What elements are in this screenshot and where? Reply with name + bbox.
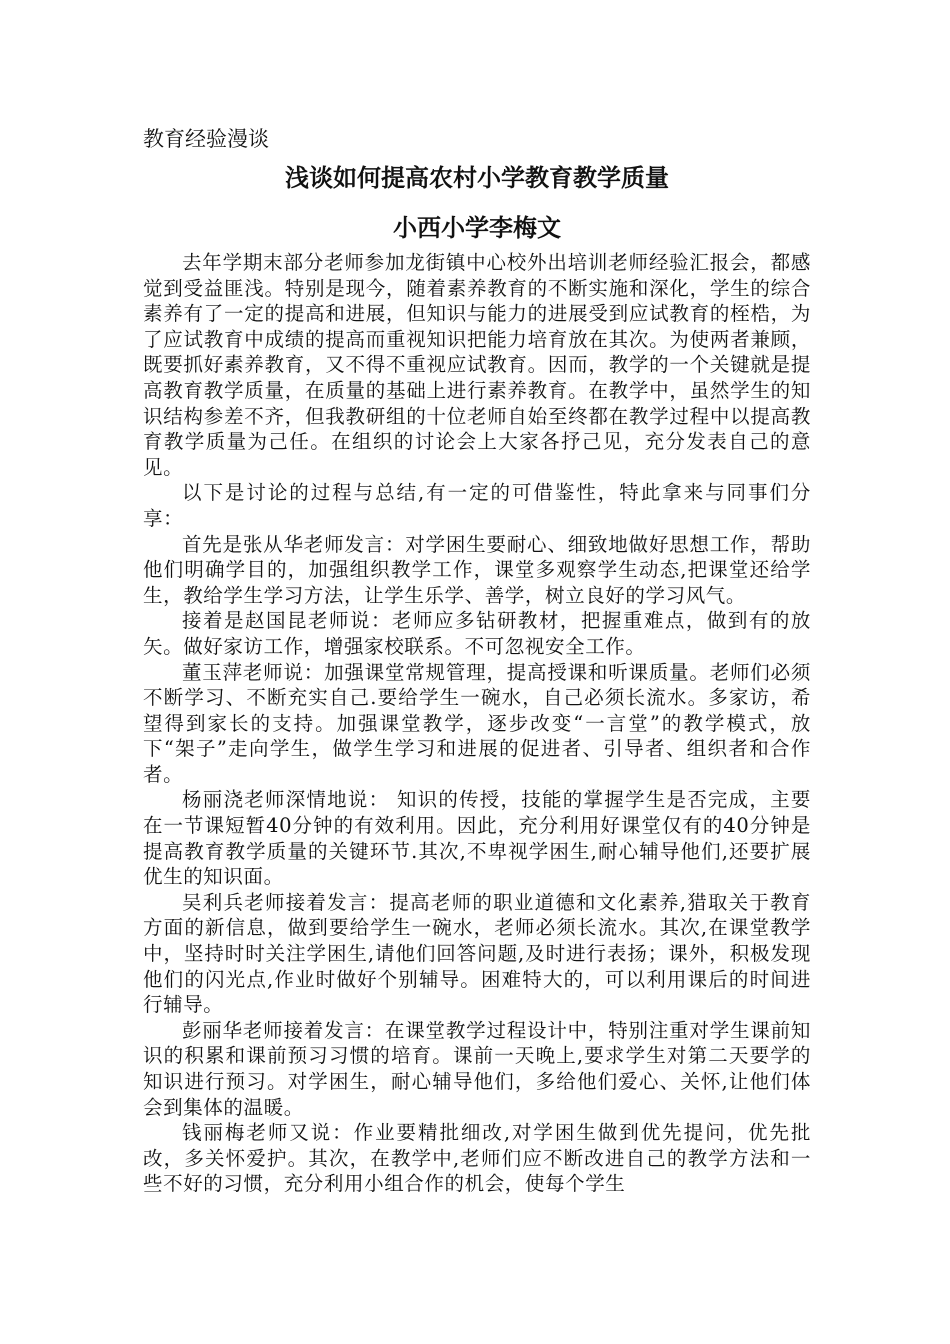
- column-label: 教育经验漫谈: [143, 127, 269, 151]
- body-paragraph: 彭丽华老师接着发言：在课堂教学过程设计中，特别注重对学生课前知识的积累和课前预习习惯的培育。课前一天晚上,要求学生对第二天要学的知识进行预习。对学困生，耐心辅导他们，多给他们爱心、关怀,让他们体会到集体的温暖。: [143, 1018, 811, 1119]
- body-paragraph: 杨丽浇老师深情地说： 知识的传授，技能的掌握学生是否完成，主要在一节课短暂40分钟的有效利用。因此，充分利用好课堂仅有的40分钟是提高教育教学质量的关键环节.其次,不卑视学困生,耐心辅导他们,还要扩展优生的知识面。: [143, 788, 811, 889]
- body-paragraph: 去年学期末部分老师参加龙街镇中心校外出培训老师经验汇报会，都感觉到受益匪浅。特别是现今，随着素养教育的不断实施和深化，学生的综合素养有了一定的提高和进展，但知识与能力的进展受到应试教育的桎梏，为了应试教育中成绩的提高而重视知识把能力培育放在其次。为使两者兼顾，既要抓好素养教育，又不得不重视应试教育。因而，教学的一个关键就是提高教育教学质量，在质量的基础上进行素养教育。在教学中，虽然学生的知识结构参差不齐，但我教研组的十位老师自始至终都在教学过程中以提高教育教学质量为己任。在组织的讨论会上大家各抒己见，充分发表自己的意见。: [143, 251, 811, 479]
- body-paragraph: 钱丽梅老师又说：作业要精批细改,对学困生做到优先提问，优先批改，多关怀爱护。其次，在教学中,老师们应不断改进自己的教学方法和一些不好的习惯，充分利用小组合作的机会，使每个学生: [143, 1121, 811, 1196]
- body-paragraph: 首先是张从华老师发言：对学困生要耐心、细致地做好思想工作，帮助他们明确学目的，加强组织教学工作，课堂多观察学生动态,把课堂还给学生，教给学生学习方法，让学生乐学、善学，树立良好的学习风气。: [143, 532, 811, 607]
- body-paragraph: 董玉萍老师说：加强课堂常规管理，提高授课和听课质量。老师们必须不断学习、不断充实自己.要给学生一碗水，自己必须长流水。多家访，希望得到家长的支持。加强课堂教学，逐步改变“一言堂”的教学模式，放下“架子”走向学生，做学生学习和进展的促进者、引导者、组织者和合作者。: [143, 660, 811, 786]
- document-author: 小西小学李梅文: [393, 214, 561, 242]
- document-body: [143, 250, 811, 1197]
- document-title: 浅谈如何提高农村小学教育教学质量: [285, 164, 669, 192]
- body-paragraph: 以下是讨论的过程与总结,有一定的可借鉴性，特此拿来与同事们分享：: [143, 481, 811, 530]
- body-paragraph: 接着是赵国昆老师说：老师应多钻研教材，把握重难点，做到有的放矢。做好家访工作，增强家校联系。不可忽视安全工作。: [143, 609, 811, 658]
- body-paragraph: 吴利兵老师接着发言：提高老师的职业道德和文化素养,猎取关于教育方面的新信息，做到要给学生一碗水，老师必须长流水。其次,在课堂教学中，坚持时时关注学困生,请他们回答问题,及时进行表扬；课外，积极发现他们的闪光点,作业时做好个别辅导。困难特大的，可以利用课后的时间进行辅导。: [143, 890, 811, 1017]
- document-page: [143, 124, 811, 1197]
